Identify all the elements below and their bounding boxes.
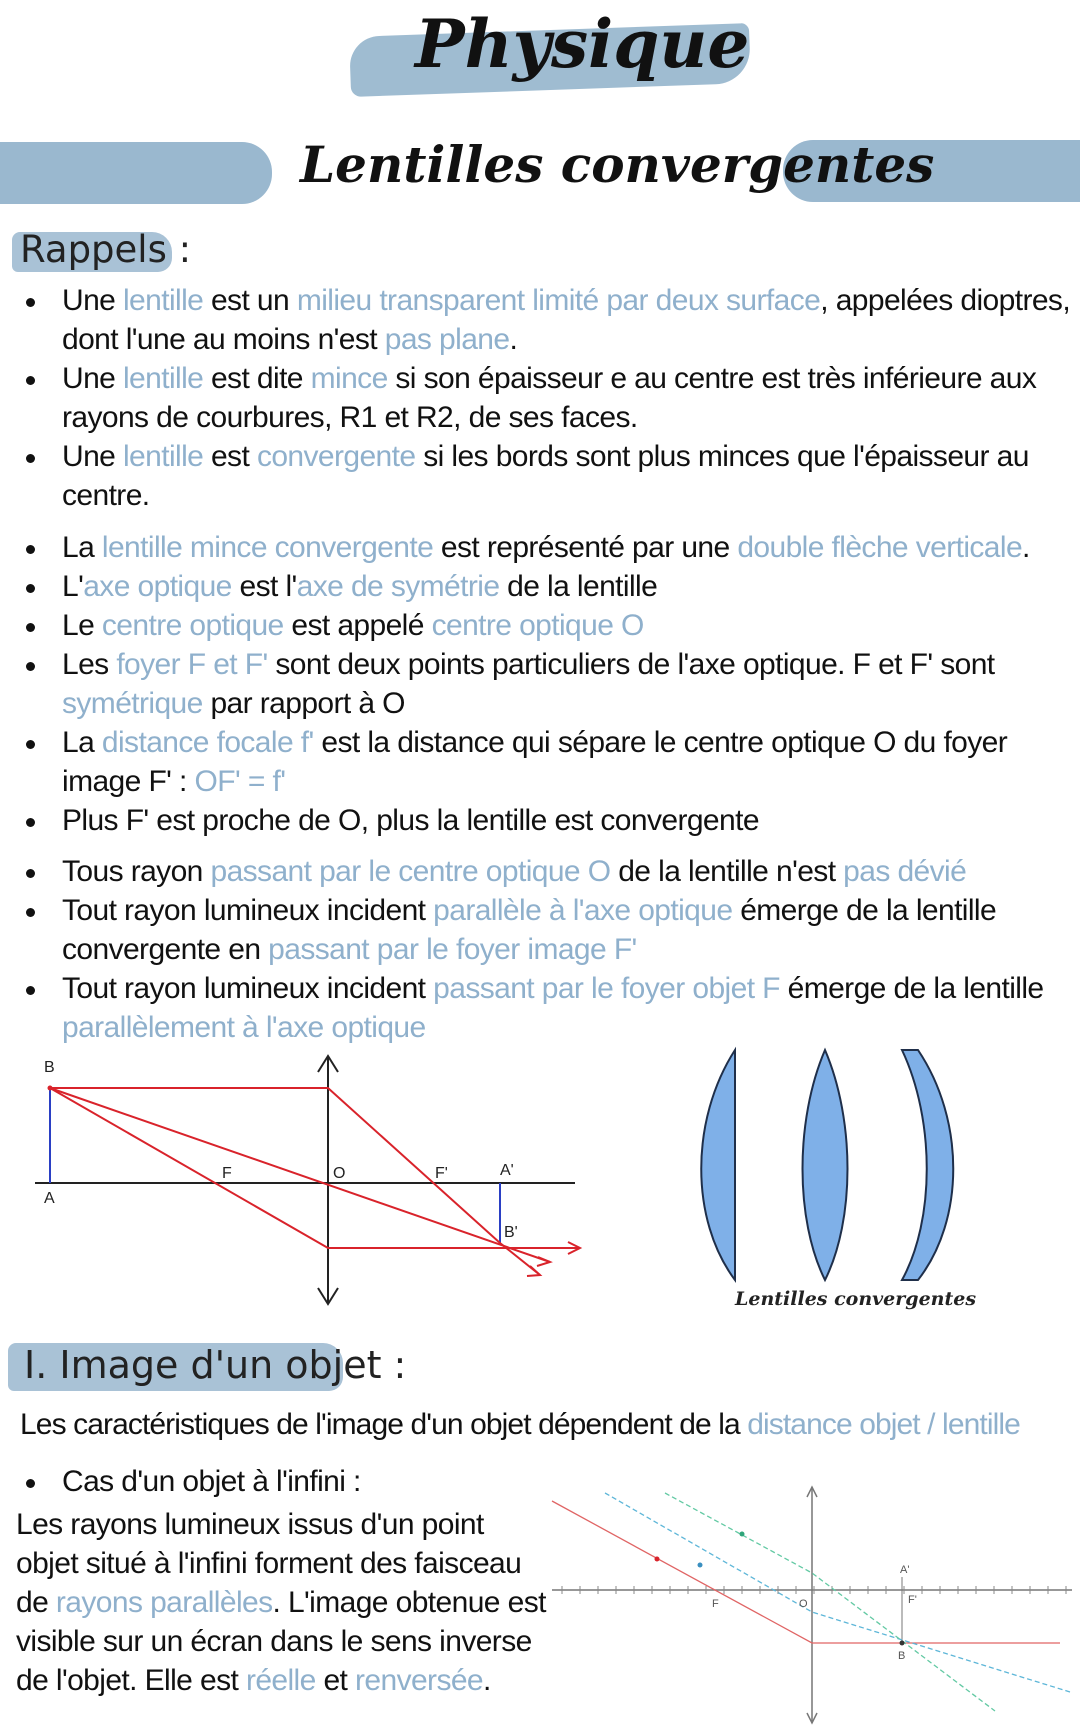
text-run: émerge de la lentille: [779, 972, 1044, 1005]
label-a: A: [44, 1190, 55, 1207]
case-infinity-bullet: Cas d'un objet à l'infini :: [62, 1462, 1080, 1501]
text-run: est appelé: [283, 609, 432, 642]
text-run: Les caractéristiques de l'image d'un objet dépendent de la: [20, 1408, 748, 1441]
point-b: [48, 1086, 53, 1091]
highlighted-text: OF' = f': [194, 765, 286, 798]
ray-diagram: [30, 1050, 590, 1310]
ray-red-marker: [655, 1557, 660, 1562]
highlighted-text: lentille: [122, 362, 204, 395]
highlighted-text: lentille: [122, 440, 204, 473]
rappels-list-3: [20, 852, 1080, 1047]
bullet-item: [62, 606, 1080, 645]
subtitle-brush-left: [0, 142, 272, 204]
text-run: si son épaisseur e au centre est très inférieure aux rayons de courbures, R1 et R2, de ses faces.: [62, 362, 1037, 434]
ray-blue: [605, 1493, 1070, 1692]
point-b-image: [900, 1641, 905, 1646]
rappels-list-2: [20, 528, 1080, 840]
text-run: de la lentille n'est: [610, 855, 844, 888]
highlighted-text: convergente: [256, 440, 416, 473]
text-run: est dite: [203, 362, 311, 395]
highlighted-text: symétrique: [62, 687, 203, 720]
bullet-item: [62, 281, 1080, 359]
text-run: est la distance qui sépare le centre optique O du foyer image F' :: [62, 726, 1008, 798]
label-a-prime-inf: A': [900, 1564, 910, 1576]
meniscus-lens: [902, 1050, 953, 1280]
text-run: est un: [203, 284, 297, 317]
bullet-item: [62, 969, 1080, 1047]
highlighted-text: réelle: [245, 1664, 316, 1697]
text-run: Une: [62, 362, 123, 395]
text-run: Tout rayon lumineux incident: [62, 894, 434, 927]
text-run: .: [483, 1664, 491, 1697]
highlighted-text: pas plane: [384, 323, 510, 356]
text-run: sont deux points particuliers de l'axe optique. F et F' sont: [267, 648, 995, 681]
text-run: est représenté par une: [433, 531, 738, 564]
text-run: Les rayons lumineux issus d'un point objet situé à l'infini forment des faisceau de: [16, 1508, 522, 1619]
text-run: Une: [62, 440, 123, 473]
text-run: .: [1022, 531, 1030, 564]
bullet-item: [62, 891, 1080, 969]
rappels-list-1: [20, 281, 1080, 515]
page-subtitle: Lentilles convergentes: [300, 135, 935, 194]
text-run: Tout rayon lumineux incident: [62, 972, 434, 1005]
highlighted-text: renversée: [355, 1664, 484, 1697]
page-title: Physique: [415, 5, 750, 83]
highlighted-text: foyer F et F': [116, 648, 268, 681]
ray-blue-marker: [698, 1563, 703, 1568]
bullet-item: [62, 723, 1080, 801]
section1-intro: [20, 1405, 1070, 1444]
highlighted-text: double flèche verticale: [737, 531, 1023, 564]
highlighted-text: rayons parallèles: [55, 1586, 273, 1619]
highlighted-text: milieu transparent limité par deux surface: [296, 284, 821, 317]
bullet-item: [62, 528, 1080, 567]
highlighted-text: mince: [310, 362, 388, 395]
text-run: Une: [62, 284, 123, 317]
text-run: émerge de la lentille convergente en: [62, 894, 997, 966]
text-run: par rapport à O: [202, 687, 405, 720]
highlighted-text: passant par le foyer objet F: [433, 972, 780, 1005]
bullet-item: [62, 359, 1080, 437]
highlighted-text: lentille mince convergente: [101, 531, 434, 564]
label-o-inf: O: [799, 1598, 808, 1610]
highlighted-text: lentille: [122, 284, 204, 317]
biconvex-lens: [803, 1050, 848, 1280]
label-o: O: [333, 1165, 346, 1182]
highlighted-text: passant par le centre optique O: [210, 855, 611, 888]
text-run: si les bords sont plus minces que l'épaisseur au centre.: [62, 440, 1029, 512]
highlighted-text: distance focale f': [101, 726, 314, 759]
lens-figure-caption: Lentilles convergentes: [735, 1288, 977, 1310]
text-run: de la lentille: [499, 570, 658, 603]
highlighted-text: parallèle à l'axe optique: [433, 894, 733, 927]
text-run: . L'image obtenue est visible sur un écran dans le sens inverse de l'objet. Elle est: [16, 1586, 546, 1697]
highlighted-text: pas dévié: [843, 855, 967, 888]
text-run: Le: [62, 609, 102, 642]
label-b: B: [44, 1059, 55, 1076]
label-f: F: [222, 1165, 232, 1182]
rappels-heading: Rappels :: [20, 228, 192, 271]
plano-convex-lens: [701, 1050, 735, 1280]
bullet-item: [62, 801, 1080, 840]
text-run: La: [62, 726, 102, 759]
label-b-inf: B: [898, 1650, 906, 1662]
ray-red: [552, 1501, 1060, 1643]
lens-shapes-figure: [690, 1040, 990, 1320]
label-f-inf: F: [712, 1598, 719, 1610]
section1-heading: I. Image d'un objet :: [24, 1343, 407, 1387]
ray-green-marker: [740, 1532, 745, 1537]
text-run: Les: [62, 648, 117, 681]
text-run: .: [509, 323, 518, 356]
highlighted-text: axe optique: [83, 570, 232, 603]
bullet-item: [62, 437, 1080, 515]
infinity-diagram: [550, 1485, 1075, 1725]
highlighted-text: centre optique: [101, 609, 284, 642]
text-run: et: [315, 1664, 356, 1697]
highlighted-text: axe de symétrie: [296, 570, 500, 603]
bullet-item: [62, 852, 1080, 891]
text-run: La: [62, 531, 102, 564]
label-a-prime: A': [500, 1162, 514, 1179]
label-b-prime: B': [504, 1224, 518, 1241]
section1-paragraph: [16, 1505, 546, 1700]
bullet-item: [62, 645, 1080, 723]
highlighted-text: distance objet / lentille: [747, 1408, 1020, 1441]
text-run: Plus F' est proche de O, plus la lentille est convergente: [62, 804, 759, 837]
highlighted-text: centre optique O: [431, 609, 644, 642]
label-f-prime: F': [435, 1165, 448, 1182]
text-run: Tous rayon: [62, 855, 211, 888]
text-run: est: [203, 440, 257, 473]
highlighted-text: parallèlement à l'axe optique: [62, 1011, 426, 1044]
label-f-prime-inf: F': [908, 1594, 917, 1606]
highlighted-text: passant par le foyer image F': [268, 933, 637, 966]
text-run: est l': [231, 570, 297, 603]
bullet-item: [62, 567, 1080, 606]
text-run: L': [62, 570, 84, 603]
text-run: , appelées dioptres, dont l'une au moins n'est: [62, 284, 1071, 356]
